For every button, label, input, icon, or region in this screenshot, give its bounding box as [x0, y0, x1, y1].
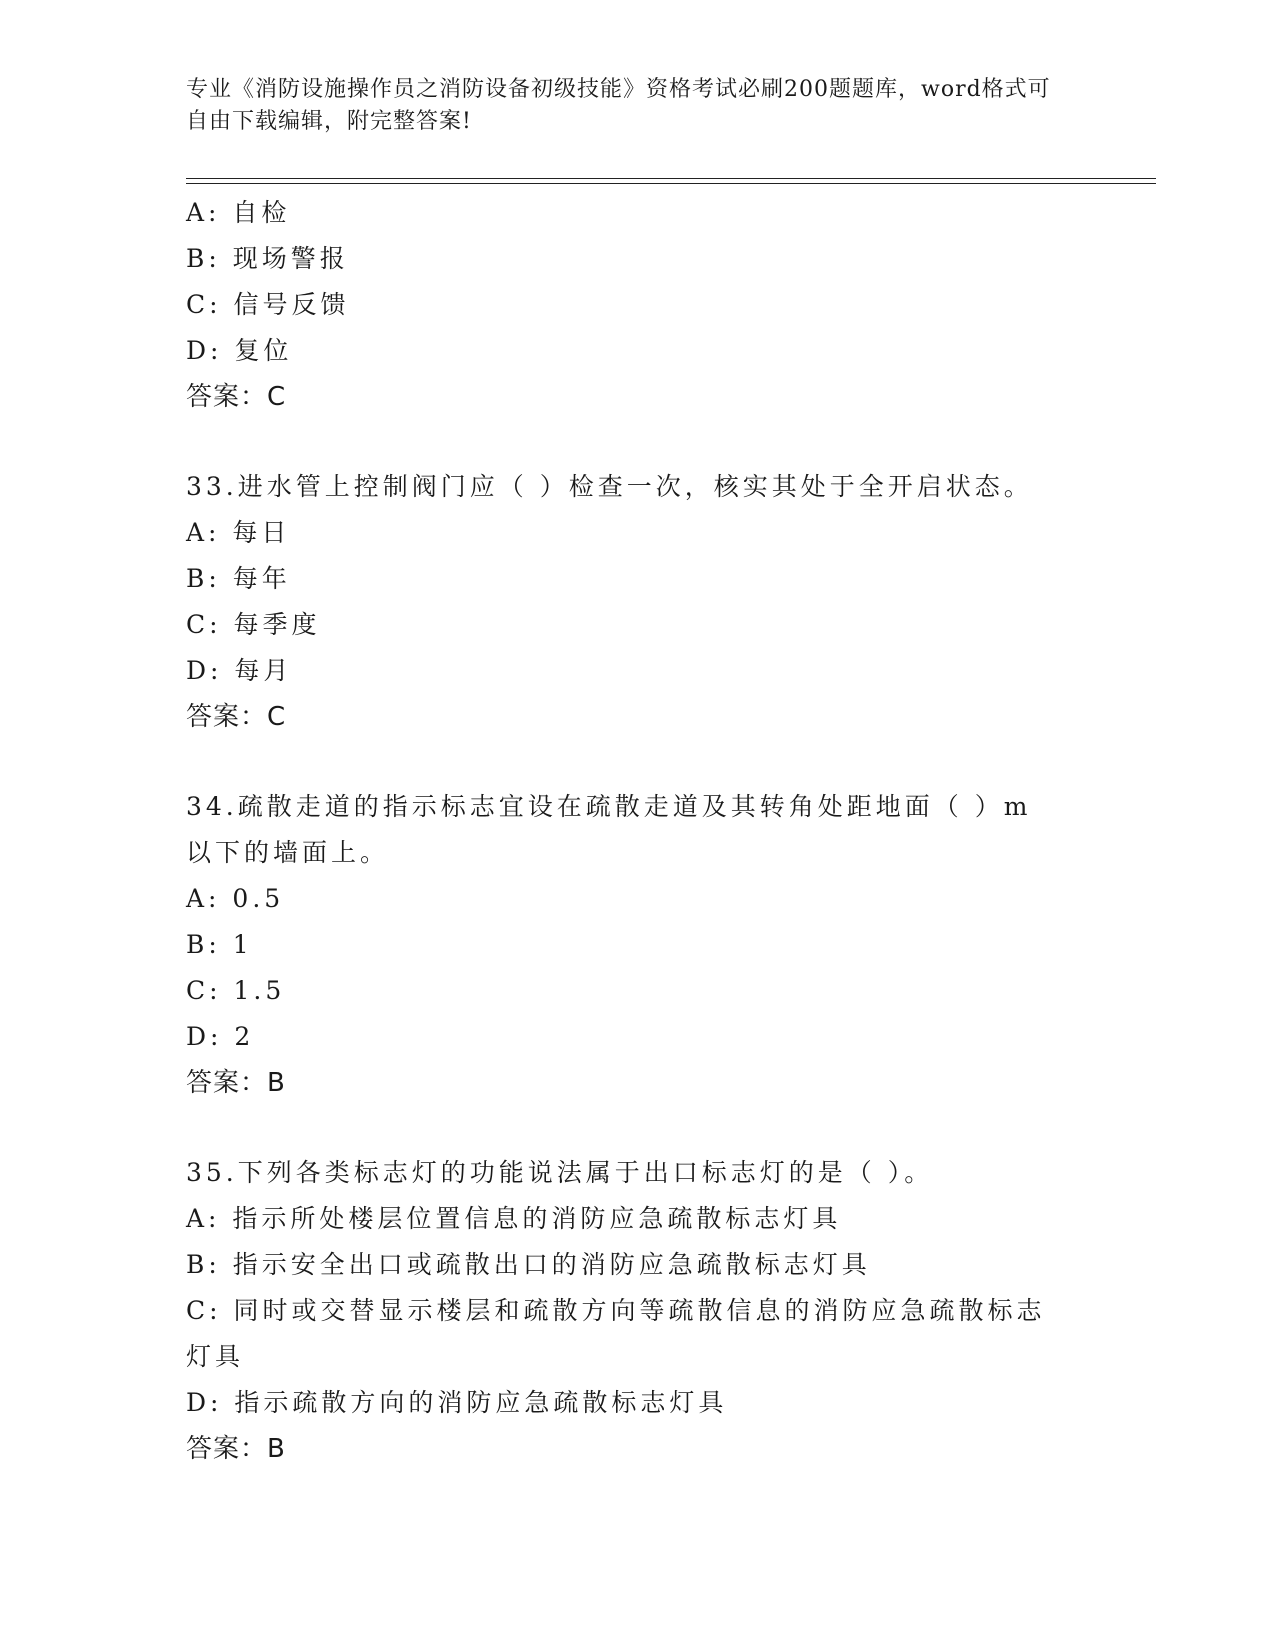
answer-line: 答案：C: [186, 702, 287, 732]
option-d: D: 每月: [186, 656, 293, 685]
answer-line: 答案：C: [186, 382, 287, 412]
option-a: A: 每日: [186, 518, 291, 547]
option-a: A: 0.5: [186, 884, 285, 913]
question-stem: 35.下列各类标志灯的功能说法属于出口标志灯的是（ ）。: [186, 1158, 934, 1187]
option-b: B: 1: [186, 930, 253, 959]
question-list: [186, 190, 1086, 1472]
option-b: B: 每年: [186, 564, 291, 593]
option-d: D: 2: [186, 1022, 255, 1051]
option-c: C: 信号反馈: [186, 290, 350, 319]
answer-line: 答案：B: [186, 1068, 286, 1098]
option-c: C: 1.5: [186, 976, 286, 1005]
question-block: [186, 784, 1086, 1106]
option-c: C: 同时或交替显示楼层和疏散方向等疏散信息的消防应急疏散标志灯具: [186, 1296, 1046, 1371]
question-block: [186, 190, 1086, 420]
option-a: A: 指示所处楼层位置信息的消防应急疏散标志灯具: [186, 1204, 842, 1233]
header-divider-bottom: [186, 183, 1156, 184]
option-c: C: 每季度: [186, 610, 321, 639]
question-block: [186, 1150, 1086, 1472]
option-d: D: 指示疏散方向的消防应急疏散标志灯具: [186, 1388, 728, 1417]
answer-line: 答案：B: [186, 1434, 286, 1464]
option-d: D: 复位: [186, 336, 293, 365]
question-stem: 34.疏散走道的指示标志宜设在疏散走道及其转角处距地面（ ）m以下的墙面上。: [186, 792, 1032, 867]
header-divider-top: [186, 178, 1156, 179]
document-header: 专业《消防设施操作员之消防设备初级技能》资格考试必刷200题题库，word格式可自由下载编辑，附完整答案!: [186, 77, 1051, 134]
question-block: [186, 464, 1086, 740]
option-a: A: 自检: [186, 198, 291, 227]
question-stem: 33.进水管上控制阀门应（ ）检查一次，核实其处于全开启状态。: [186, 472, 1033, 501]
option-b: B: 指示安全出口或疏散出口的消防应急疏散标志灯具: [186, 1250, 871, 1279]
option-b: B: 现场警报: [186, 244, 349, 273]
